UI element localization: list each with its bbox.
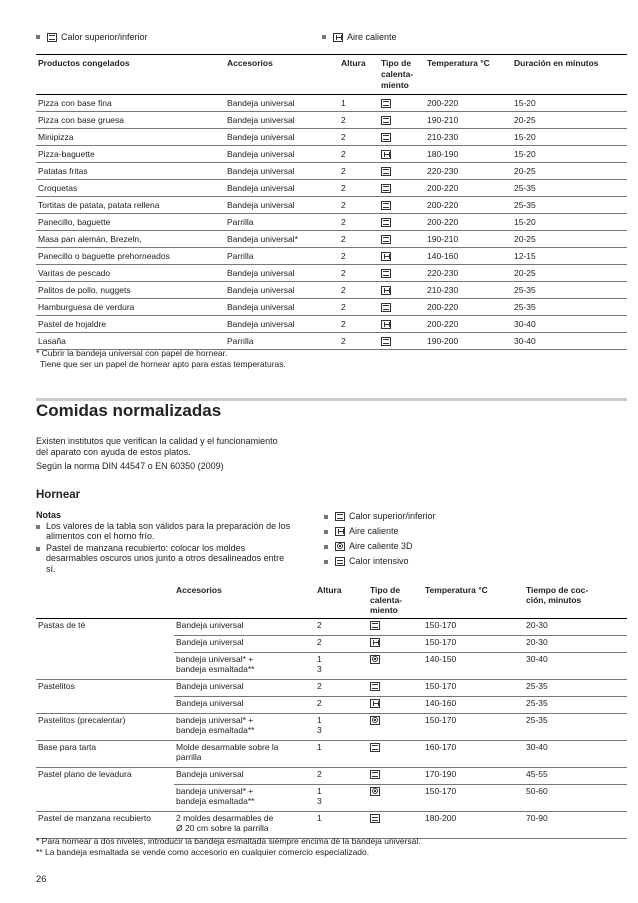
product-cell: Panecillo, baguette — [36, 214, 225, 231]
bullet-icon — [322, 35, 326, 39]
note-item: Pastel de manzana recubierto: colocar los moldes desarmables oscuros unos junto a otros desalineados entre sí. — [36, 543, 326, 575]
hot-air-icon — [333, 33, 343, 42]
time-cell: 70-90 — [524, 812, 627, 839]
hot-air-icon — [370, 699, 380, 708]
height-cell: 2 — [339, 231, 379, 248]
accessory-cell: Bandeja universal* — [225, 231, 339, 248]
time-cell: 15-20 — [512, 129, 627, 146]
height-cell: 2 — [339, 316, 379, 333]
intensive-heat-icon — [335, 557, 345, 566]
table-row — [36, 282, 627, 299]
column-header: Altura — [339, 55, 379, 95]
mode-cell — [379, 248, 425, 265]
legend-item-top-bottom: Calor superior/inferior — [324, 509, 624, 524]
accessory-cell: Molde desarmable sobre la parrilla — [174, 741, 315, 768]
time-cell: 15-20 — [512, 214, 627, 231]
temperature-cell: 160-170 — [423, 741, 524, 768]
table-footnotes: * Para hornear a dos niveles, introducir la bandeja esmaltada siempre encima de la bandeja universal. ** La bandeja esmaltada se vende como accesorio en cualquier comercio especializado. — [36, 836, 421, 857]
legend-item-hot-air — [322, 32, 397, 42]
table-row — [36, 316, 627, 333]
table-row — [36, 129, 627, 146]
frozen-products-table — [36, 54, 627, 350]
temperature-cell: 140-160 — [425, 248, 512, 265]
mode-cell — [379, 197, 425, 214]
top-bottom-heat-icon — [381, 235, 391, 244]
accessory-cell: Bandeja universal — [174, 768, 315, 785]
column-header: Tiempo de coc- ción, minutos — [524, 582, 627, 619]
table-row — [36, 197, 627, 214]
product-cell: Panecillo o baguette prehorneados — [36, 248, 225, 265]
accessory-cell: 2 moldes desarmables de Ø 20 cm sobre la parrilla — [174, 812, 315, 839]
accessory-cell: bandeja universal* + bandeja esmaltada** — [174, 785, 315, 812]
table-row — [36, 619, 627, 636]
product-cell: Varitas de pescado — [36, 265, 225, 282]
page-number: 26 — [36, 874, 47, 885]
temperature-cell: 220-230 — [425, 265, 512, 282]
height-cell: 2 — [339, 333, 379, 350]
temperature-cell: 150-170 — [423, 785, 524, 812]
product-cell: Palitos de pollo, nuggets — [36, 282, 225, 299]
product-cell: Masa pan alemán, Brezeln, — [36, 231, 225, 248]
top-bottom-heat-icon — [47, 33, 57, 42]
time-cell: 25-35 — [512, 197, 627, 214]
time-cell: 15-20 — [512, 95, 627, 112]
top-bottom-heat-icon — [381, 116, 391, 125]
temperature-cell: 200-220 — [425, 214, 512, 231]
product-cell: Croquetas — [36, 180, 225, 197]
hot-air-3d-icon — [370, 716, 380, 725]
time-cell: 30-40 — [524, 653, 627, 680]
mode-cell — [368, 636, 423, 653]
time-cell: 20-25 — [512, 265, 627, 282]
subsection-title: Hornear — [36, 489, 81, 501]
time-cell: 20-30 — [524, 619, 627, 636]
time-cell: 15-20 — [512, 146, 627, 163]
top-bottom-heat-icon — [370, 743, 380, 752]
table-row — [36, 231, 627, 248]
mode-cell — [368, 653, 423, 680]
time-cell: 25-35 — [512, 180, 627, 197]
column-header: Tipo de calenta- miento — [379, 55, 425, 95]
mode-cell — [379, 231, 425, 248]
top-bottom-heat-icon — [381, 269, 391, 278]
height-cell: 1 3 — [315, 714, 368, 741]
temperature-cell: 190-210 — [425, 112, 512, 129]
table-row — [36, 299, 627, 316]
top-bottom-heat-icon — [370, 682, 380, 691]
time-cell: 45-55 — [524, 768, 627, 785]
column-header: Temperatura °C — [423, 582, 524, 619]
mode-cell — [368, 785, 423, 812]
time-cell: 30-40 — [512, 333, 627, 350]
temperature-cell: 210-230 — [425, 282, 512, 299]
notes-title: Notas — [36, 510, 62, 520]
temperature-cell: 190-210 — [425, 231, 512, 248]
height-cell: 2 — [339, 214, 379, 231]
hot-air-icon — [381, 286, 391, 295]
bullet-icon — [36, 547, 40, 551]
height-cell: 2 — [315, 680, 368, 697]
temperature-cell: 200-220 — [425, 197, 512, 214]
height-cell: 1 — [339, 95, 379, 112]
table-footnote: * Cubrir la bandeja universal con papel de hornear. Tiene que ser un papel de hornear apto para estas temperaturas. — [36, 348, 286, 369]
height-cell: 1 — [315, 741, 368, 768]
column-header: Altura — [315, 582, 368, 619]
mode-cell — [379, 163, 425, 180]
product-cell: Pastel de hojaldre — [36, 316, 225, 333]
notes-block — [36, 510, 326, 574]
accessory-cell: Bandeja universal — [174, 636, 315, 653]
time-cell: 25-35 — [512, 282, 627, 299]
table-row — [36, 112, 627, 129]
mode-cell — [368, 714, 423, 741]
accessory-cell: Bandeja universal — [225, 299, 339, 316]
product-cell: Patatas fritas — [36, 163, 225, 180]
time-cell: 30-40 — [512, 316, 627, 333]
top-bottom-heat-icon — [381, 167, 391, 176]
top-bottom-heat-icon — [335, 512, 345, 521]
top-bottom-heat-icon — [370, 621, 380, 630]
table-row — [36, 653, 627, 680]
hot-air-3d-icon — [370, 787, 380, 796]
column-header: Accesorios — [225, 55, 339, 95]
mode-cell — [368, 680, 423, 697]
temperature-cell: 140-150 — [423, 653, 524, 680]
temperature-cell: 170-190 — [423, 768, 524, 785]
table-row — [36, 248, 627, 265]
temperature-cell: 190-200 — [425, 333, 512, 350]
dish-cell: Pastel plano de levadura — [38, 769, 132, 779]
table-row — [36, 741, 627, 768]
height-cell: 2 — [339, 299, 379, 316]
hot-air-icon — [381, 252, 391, 261]
mode-cell — [379, 146, 425, 163]
time-cell: 25-35 — [524, 714, 627, 741]
accessory-cell: Bandeja universal — [225, 163, 339, 180]
time-cell: 20-25 — [512, 112, 627, 129]
temperature-cell: 150-170 — [423, 714, 524, 741]
heating-mode-legend — [324, 509, 624, 569]
accessory-cell: Bandeja universal — [225, 146, 339, 163]
accessory-cell: Parrilla — [225, 333, 339, 350]
height-cell: 2 — [315, 768, 368, 785]
bullet-icon — [324, 515, 328, 519]
product-cell: Pizza con base gruesa — [36, 112, 225, 129]
product-cell: Hamburguesa de verdura — [36, 299, 225, 316]
table-row — [36, 680, 627, 697]
dish-cell: Base para tarta — [36, 741, 174, 768]
table-row — [36, 214, 627, 231]
top-bottom-heat-icon — [381, 337, 391, 346]
table-row — [36, 95, 627, 112]
dish-cell: Pastas de té — [38, 620, 86, 630]
height-cell: 2 — [339, 129, 379, 146]
table-row — [36, 714, 627, 741]
legend-item-hot-air-3d: Aire caliente 3D — [324, 539, 624, 554]
temperature-cell: 180-200 — [423, 812, 524, 839]
accessory-cell: Bandeja universal — [225, 112, 339, 129]
mode-cell — [368, 741, 423, 768]
temperature-cell: 150-170 — [423, 619, 524, 636]
mode-cell — [368, 768, 423, 785]
accessory-cell: Parrilla — [225, 248, 339, 265]
mode-cell — [379, 112, 425, 129]
hot-air-icon — [370, 638, 380, 647]
section-intro: Existen institutos que verifican la calidad y el funcionamiento del aparato con ayuda de estos platos. Según la norma DIN 44547 o EN 60350 (2009) — [36, 436, 278, 471]
time-cell: 25-35 — [524, 680, 627, 697]
accessory-cell: Bandeja universal — [225, 180, 339, 197]
hot-air-3d-icon — [335, 542, 345, 551]
time-cell: 20-25 — [512, 163, 627, 180]
hot-air-icon — [381, 320, 391, 329]
product-cell: Pizza-baguette — [36, 146, 225, 163]
time-cell: 50-60 — [524, 785, 627, 812]
mode-cell — [368, 619, 423, 636]
time-cell: 20-25 — [512, 231, 627, 248]
product-cell: Tortitas de patata, patata rellena — [36, 197, 225, 214]
bullet-icon — [324, 545, 328, 549]
table-row — [36, 812, 627, 839]
height-cell: 1 3 — [315, 785, 368, 812]
accessory-cell: Bandeja universal — [174, 619, 315, 636]
temperature-cell: 220-230 — [425, 163, 512, 180]
column-header: Productos congelados — [36, 55, 225, 95]
dish-cell: Pastelitos (precalentar) — [36, 714, 174, 741]
table-row — [36, 163, 627, 180]
height-cell: 2 — [339, 265, 379, 282]
legend-item-intensive: Calor intensivo — [324, 554, 624, 569]
dish-cell — [36, 785, 174, 812]
height-cell: 1 — [315, 812, 368, 839]
table-row — [36, 785, 627, 812]
section-title: Comidas normalizadas — [36, 401, 222, 420]
height-cell: 2 — [339, 248, 379, 265]
dish-cell — [36, 636, 174, 653]
mode-cell — [379, 333, 425, 350]
temperature-cell: 200-220 — [425, 180, 512, 197]
height-cell: 2 — [315, 697, 368, 714]
mode-cell — [368, 812, 423, 839]
table-header-row — [36, 582, 627, 619]
accessory-cell: Parrilla — [225, 214, 339, 231]
accessory-cell: Bandeja universal — [225, 95, 339, 112]
accessory-cell: Bandeja universal — [174, 697, 315, 714]
temperature-cell: 150-170 — [423, 636, 524, 653]
table-row — [36, 146, 627, 163]
baking-table — [36, 582, 627, 839]
accessory-cell: bandeja universal* + bandeja esmaltada** — [174, 653, 315, 680]
mode-cell — [379, 265, 425, 282]
table-row — [36, 333, 627, 350]
height-cell: 2 — [315, 619, 368, 636]
top-bottom-heat-icon — [381, 201, 391, 210]
product-cell: Pizza con base fina — [36, 95, 225, 112]
bullet-icon — [324, 530, 328, 534]
mode-cell — [379, 180, 425, 197]
height-cell: 2 — [339, 163, 379, 180]
legend-label: Calor superior/inferior — [61, 32, 148, 42]
bullet-icon — [36, 35, 40, 39]
temperature-cell: 180-190 — [425, 146, 512, 163]
product-cell: Lasaña — [36, 333, 225, 350]
legend-label: Aire caliente — [347, 32, 397, 42]
time-cell: 12-15 — [512, 248, 627, 265]
column-header: Accesorios — [174, 582, 315, 619]
accessory-cell: Bandeja universal — [225, 265, 339, 282]
height-cell: 2 — [339, 180, 379, 197]
table-header-row — [36, 55, 627, 95]
intensive-heat-icon — [370, 814, 380, 823]
mode-cell — [379, 95, 425, 112]
hot-air-icon — [335, 527, 345, 536]
table-row — [36, 265, 627, 282]
temperature-cell: 150-170 — [423, 680, 524, 697]
dish-cell: Pastelitos — [38, 681, 75, 691]
height-cell: 2 — [315, 636, 368, 653]
accessory-cell: Bandeja universal — [225, 282, 339, 299]
height-cell: 2 — [339, 197, 379, 214]
column-header: Duración en minutos — [512, 55, 627, 95]
note-item: Los valores de la tabla son válidos para la preparación de los alimentos con el horno frío. — [36, 521, 326, 542]
table-row — [36, 697, 627, 714]
dish-cell — [36, 653, 174, 680]
temperature-cell: 140-160 — [423, 697, 524, 714]
mode-cell — [379, 282, 425, 299]
top-bottom-heat-icon — [381, 99, 391, 108]
product-cell: Minipizza — [36, 129, 225, 146]
bullet-icon — [324, 560, 328, 564]
top-bottom-heat-icon — [381, 133, 391, 142]
accessory-cell: Bandeja universal — [225, 316, 339, 333]
accessory-cell: Bandeja universal — [174, 680, 315, 697]
time-cell: 25-35 — [512, 299, 627, 316]
accessory-cell: bandeja universal* + bandeja esmaltada** — [174, 714, 315, 741]
top-bottom-heat-icon — [370, 770, 380, 779]
temperature-cell: 200-220 — [425, 316, 512, 333]
table-row — [36, 636, 627, 653]
hot-air-icon — [381, 150, 391, 159]
table-row — [36, 180, 627, 197]
top-bottom-heat-icon — [381, 303, 391, 312]
time-cell: 20-30 — [524, 636, 627, 653]
heating-mode-legend-top — [36, 32, 636, 46]
mode-cell — [368, 697, 423, 714]
top-bottom-heat-icon — [381, 184, 391, 193]
height-cell: 1 3 — [315, 653, 368, 680]
accessory-cell: Bandeja universal — [225, 129, 339, 146]
bullet-icon — [36, 525, 40, 529]
time-cell: 30-40 — [524, 741, 627, 768]
temperature-cell: 200-220 — [425, 95, 512, 112]
column-header: Temperatura °C — [425, 55, 512, 95]
height-cell: 2 — [339, 282, 379, 299]
mode-cell — [379, 214, 425, 231]
table-row — [36, 768, 627, 785]
accessory-cell: Bandeja universal — [225, 197, 339, 214]
top-bottom-heat-icon — [381, 218, 391, 227]
legend-item-hot-air: Aire caliente — [324, 524, 624, 539]
legend-item-top-bottom — [36, 32, 148, 42]
mode-cell — [379, 129, 425, 146]
column-header: Tipo de calenta- miento — [368, 582, 423, 619]
column-header — [36, 582, 174, 619]
mode-cell — [379, 299, 425, 316]
time-cell: 25-35 — [524, 697, 627, 714]
temperature-cell: 210-230 — [425, 129, 512, 146]
dish-cell: Pastel de manzana recubierto — [36, 812, 174, 839]
mode-cell — [379, 316, 425, 333]
dish-cell — [36, 697, 174, 714]
temperature-cell: 200-220 — [425, 299, 512, 316]
height-cell: 2 — [339, 112, 379, 129]
hot-air-3d-icon — [370, 655, 380, 664]
height-cell: 2 — [339, 146, 379, 163]
